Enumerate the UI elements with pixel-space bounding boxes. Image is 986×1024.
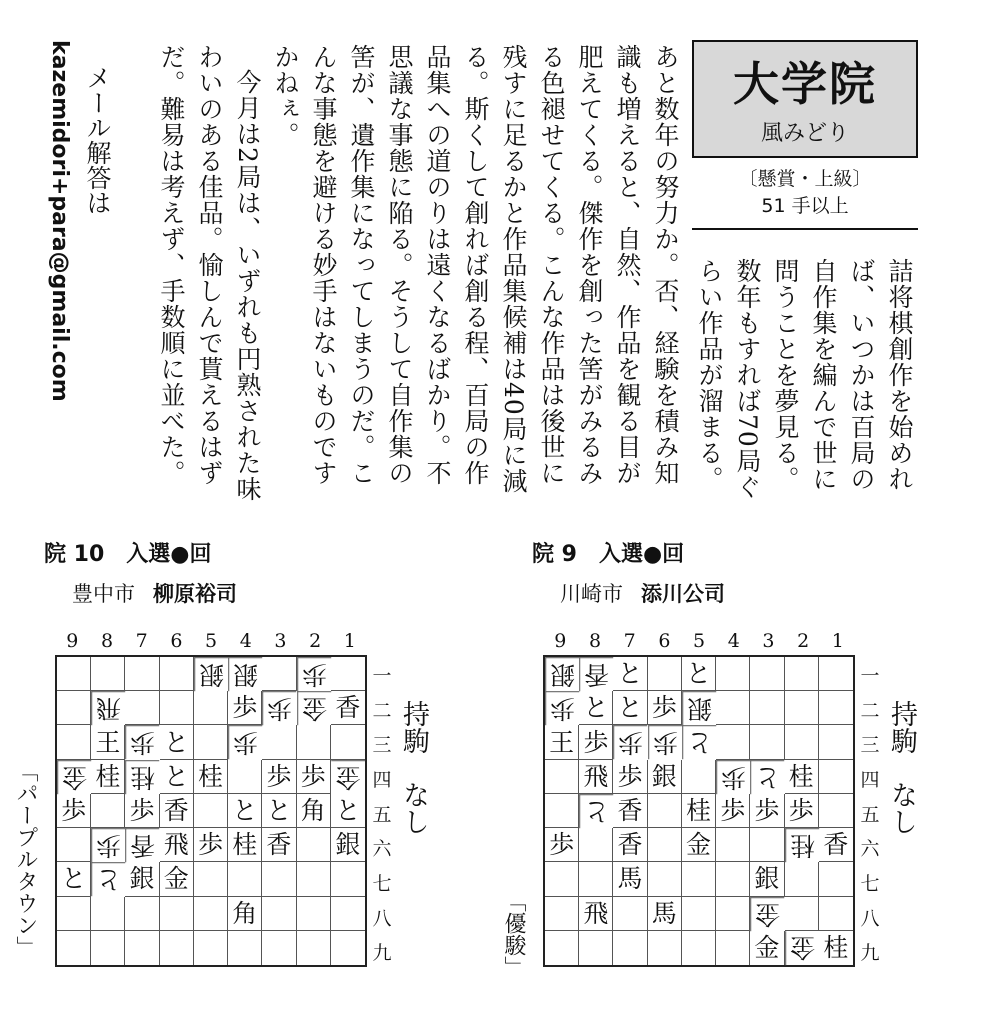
board-piece: と	[91, 862, 125, 896]
problem-9-board	[543, 655, 855, 967]
board-piece: 歩	[648, 725, 682, 759]
board-square	[716, 691, 750, 725]
file-label: 4	[239, 630, 252, 652]
board-square	[160, 691, 194, 725]
board-square	[262, 931, 296, 965]
board-piece: 香	[331, 691, 365, 725]
board-piece: 香	[819, 828, 853, 862]
intro-paragraph: 詰将棋創作を始めれば、いつかは百局の自作集を編んで世に問うことを夢見る。数年もすれば70局ぐらい作品が溜まる。	[695, 258, 914, 500]
board-piece: 銀	[125, 862, 159, 896]
board-piece: と	[57, 862, 91, 896]
board-square	[91, 794, 125, 828]
board-piece: 歩	[750, 794, 784, 828]
rank-label: 七	[860, 872, 880, 895]
board-piece: 歩	[125, 794, 159, 828]
board-piece: 歩	[297, 760, 331, 794]
board-square	[648, 828, 682, 862]
rank-label: 三	[860, 734, 880, 757]
intro-text	[692, 258, 918, 506]
board-square	[545, 760, 579, 794]
file-label: 2	[309, 630, 322, 652]
email-intro: メール解答は	[83, 65, 112, 215]
board-piece: 歩	[297, 657, 331, 691]
board-square	[57, 657, 91, 691]
rank-label: 五	[860, 803, 880, 826]
board-square	[648, 931, 682, 965]
category-label: 〔懸賞・上級〕	[738, 168, 872, 190]
board-square	[716, 657, 750, 691]
board-square	[682, 931, 716, 965]
problem-9-pieces-in-hand: 持駒 なし	[886, 700, 917, 835]
board-square	[91, 657, 125, 691]
board-square	[750, 691, 784, 725]
rank-label: 二	[860, 699, 880, 722]
file-label: 5	[205, 630, 218, 652]
board-piece: 飛	[91, 691, 125, 725]
board-piece: 金	[750, 897, 784, 931]
problem-10-city: 豊中市	[72, 582, 135, 606]
board-piece: 歩	[579, 725, 613, 759]
email-block	[30, 40, 116, 520]
file-label: 3	[762, 630, 775, 652]
file-label: 9	[554, 630, 567, 652]
board-piece: 桂	[228, 828, 262, 862]
board-piece: 香	[262, 828, 296, 862]
board-square	[545, 897, 579, 931]
board-piece: 金	[682, 828, 716, 862]
board-piece: 桂	[91, 760, 125, 794]
board-piece: 歩	[57, 794, 91, 828]
board-square	[545, 862, 579, 896]
board-square	[750, 828, 784, 862]
board-piece: 銀	[648, 760, 682, 794]
board-piece: 桂	[785, 828, 819, 862]
board-piece: 銀	[682, 691, 716, 725]
problem-9-nickname: 「優駿」	[501, 890, 526, 978]
file-label: 2	[797, 630, 810, 652]
board-square	[819, 725, 853, 759]
board-piece: 飛	[579, 760, 613, 794]
problem-10-author: 柳原裕司	[153, 582, 237, 606]
board-square	[297, 897, 331, 931]
board-square	[262, 897, 296, 931]
file-label: 6	[658, 630, 671, 652]
board-piece: 香	[613, 828, 647, 862]
board-square	[785, 657, 819, 691]
board-square	[297, 725, 331, 759]
board-square	[57, 725, 91, 759]
board-piece: 金	[57, 760, 91, 794]
board-piece: 金	[331, 760, 365, 794]
board-square	[331, 862, 365, 896]
board-piece: と	[613, 691, 647, 725]
file-label: 7	[135, 630, 148, 652]
file-label: 8	[588, 630, 602, 652]
article-body	[116, 44, 684, 506]
board-square	[819, 657, 853, 691]
board-square	[194, 862, 228, 896]
board-piece: 金	[297, 691, 331, 725]
board-piece: 歩	[716, 760, 750, 794]
board-piece: 角	[228, 897, 262, 931]
file-label: 1	[831, 630, 844, 652]
board-square	[545, 931, 579, 965]
board-piece: と	[682, 657, 716, 691]
board-piece: 桂	[785, 760, 819, 794]
board-square	[125, 657, 159, 691]
board-piece: 馬	[648, 897, 682, 931]
board-piece: 歩	[262, 691, 296, 725]
board-piece: 金	[785, 931, 819, 965]
board-piece: 銀	[331, 828, 365, 862]
board-square	[297, 862, 331, 896]
board-square	[785, 862, 819, 896]
board-square	[750, 725, 784, 759]
problem-10-file-labels	[55, 630, 367, 652]
board-square	[648, 657, 682, 691]
rank-label: 三	[372, 734, 392, 757]
board-square	[331, 897, 365, 931]
board-square	[194, 931, 228, 965]
board-piece: 桂	[823, 933, 849, 963]
board-square	[91, 897, 125, 931]
email-address[interactable]: kazemidori+para@gmail.com	[47, 40, 72, 402]
board-piece: 歩	[228, 725, 262, 759]
board-square	[331, 725, 365, 759]
problem-10-label: 院 10 入選●回	[44, 542, 212, 567]
problem-10-nickname: 「パープルタウン」	[13, 760, 38, 958]
board-piece: 香	[579, 657, 613, 691]
board-piece: と	[228, 794, 262, 828]
board-square	[194, 897, 228, 931]
board-square	[716, 828, 750, 862]
board-piece: 歩	[228, 691, 262, 725]
rank-label: 七	[372, 872, 392, 895]
board-piece: 金	[750, 931, 784, 965]
board-piece: と	[262, 794, 296, 828]
problem-9-author-line	[560, 578, 725, 608]
board-square	[125, 691, 159, 725]
move-count-label: 51 手以上	[761, 195, 849, 217]
board-square	[716, 725, 750, 759]
rank-label: 八	[372, 907, 392, 930]
board-square	[716, 862, 750, 896]
board-piece: 歩	[716, 794, 750, 828]
column-title-box	[692, 40, 918, 158]
board-piece: 桂	[194, 760, 228, 794]
board-square	[613, 897, 647, 931]
board-piece: 香	[125, 828, 159, 862]
board-square	[819, 760, 853, 794]
rank-label: 六	[372, 838, 392, 861]
file-label: 7	[623, 630, 636, 652]
board-square	[613, 931, 647, 965]
board-piece: 歩	[613, 725, 647, 759]
board-square	[194, 725, 228, 759]
problem-9-rank-labels	[857, 657, 883, 969]
board-square	[682, 760, 716, 794]
problem-10-board	[55, 655, 367, 967]
board-square	[262, 862, 296, 896]
board-piece: 飛	[579, 897, 613, 931]
board-square	[682, 897, 716, 931]
board-square	[716, 931, 750, 965]
board-piece: と	[613, 657, 647, 691]
board-piece: 歩	[545, 691, 579, 725]
file-label: 8	[100, 630, 114, 652]
problem-10-pieces-in-hand: 持駒 なし	[398, 700, 429, 835]
board-square	[57, 828, 91, 862]
rank-label: 九	[372, 942, 392, 965]
board-piece: 歩	[91, 828, 125, 862]
board-piece: 銀	[194, 657, 228, 691]
board-square	[57, 931, 91, 965]
board-square	[579, 931, 613, 965]
board-piece: と	[750, 760, 784, 794]
board-square	[331, 657, 365, 691]
board-square	[228, 862, 262, 896]
board-square	[228, 931, 262, 965]
rank-label: 八	[860, 907, 880, 930]
board-piece: と	[579, 691, 613, 725]
file-label: 5	[693, 630, 706, 652]
board-piece: 角	[297, 794, 331, 828]
board-piece: 馬	[613, 862, 647, 896]
board-square	[160, 897, 194, 931]
board-square	[785, 897, 819, 931]
board-piece: 歩	[545, 828, 579, 862]
board-square	[785, 725, 819, 759]
problem-9-city: 川崎市	[560, 582, 623, 606]
board-piece: 桂	[125, 760, 159, 794]
board-piece: と	[682, 725, 716, 759]
file-label: 3	[274, 630, 287, 652]
board-square	[648, 794, 682, 828]
board-square	[125, 897, 159, 931]
board-square	[819, 862, 853, 896]
board-piece: 王	[91, 725, 125, 759]
board-piece: 歩	[613, 760, 647, 794]
file-label: 4	[727, 630, 740, 652]
file-label: 9	[66, 630, 79, 652]
board-square	[819, 794, 853, 828]
board-square	[331, 931, 365, 965]
board-square	[160, 931, 194, 965]
board-piece: 香	[160, 794, 194, 828]
rank-label: 九	[860, 942, 880, 965]
board-square	[819, 691, 853, 725]
board-piece: 銀	[545, 657, 579, 691]
board-square	[682, 862, 716, 896]
board-square	[297, 828, 331, 862]
column-author: 風みどり	[760, 121, 849, 146]
board-square	[785, 691, 819, 725]
body-paragraph-1: あと数年の努力か。否、経験を積み知識も増えると、自然、作品を観る目が肥えてくる。傑作を創った筈がみるみる色褪せてくる。こんな作品は後世に残すに足るかと作品集候補は40局に減る。斯くして創れば創る程、百局の作品集への道のりは遠くなるばかり。不思議な事態に陥る。そうして自作集の筈が、遺作集になってしまうのだ。こんな事態を避ける妙手はないものですかねぇ。	[271, 44, 680, 494]
rank-label: 五	[372, 803, 392, 826]
board-square	[819, 897, 853, 931]
board-piece: 歩	[785, 794, 819, 828]
board-piece: と	[160, 760, 194, 794]
problem-9-label: 院 9 入選●回	[532, 542, 685, 567]
rank-label: 一	[372, 664, 392, 687]
board-piece: 歩	[125, 725, 159, 759]
board-square	[716, 897, 750, 931]
board-square	[262, 725, 296, 759]
category-block	[692, 166, 918, 220]
file-label: 1	[343, 630, 356, 652]
rank-label: 二	[372, 699, 392, 722]
board-piece: 桂	[682, 794, 716, 828]
board-square	[125, 931, 159, 965]
column-title: 大学院	[733, 57, 877, 111]
divider	[692, 228, 918, 230]
board-piece: と	[331, 794, 365, 828]
board-piece: 銀	[228, 657, 262, 691]
board-piece: 歩	[648, 691, 682, 725]
problem-10-author-line	[72, 578, 237, 608]
board-square	[545, 794, 579, 828]
rank-label: 四	[372, 768, 392, 791]
board-piece: 香	[613, 794, 647, 828]
board-piece: と	[160, 725, 194, 759]
board-square	[57, 691, 91, 725]
board-square	[262, 657, 296, 691]
board-piece: 歩	[194, 828, 228, 862]
board-square	[57, 897, 91, 931]
problem-10-rank-labels	[369, 657, 395, 969]
board-piece: 王	[545, 725, 579, 759]
rank-label: 一	[860, 664, 880, 687]
body-paragraph-2: 今月は2局は、いずれも円熟された味わいのある佳品。愉しんで貰えるはずだ。難易は考えず、手数順に並べた。	[157, 44, 262, 502]
board-piece: と	[579, 794, 613, 828]
board-piece: 金	[160, 862, 194, 896]
board-square	[160, 657, 194, 691]
board-square	[297, 931, 331, 965]
board-piece: 飛	[160, 828, 194, 862]
file-label: 6	[170, 630, 183, 652]
board-piece: 銀	[750, 862, 784, 896]
rank-label: 四	[860, 768, 880, 791]
board-square	[648, 862, 682, 896]
rank-label: 六	[860, 838, 880, 861]
board-square	[228, 760, 262, 794]
board-square	[579, 862, 613, 896]
problem-9-author: 添川公司	[641, 582, 725, 606]
problem-9-file-labels	[543, 630, 855, 652]
board-square	[579, 828, 613, 862]
board-piece: 歩	[262, 760, 296, 794]
board-square	[194, 691, 228, 725]
board-square	[91, 931, 125, 965]
board-square	[194, 794, 228, 828]
board-square	[750, 657, 784, 691]
